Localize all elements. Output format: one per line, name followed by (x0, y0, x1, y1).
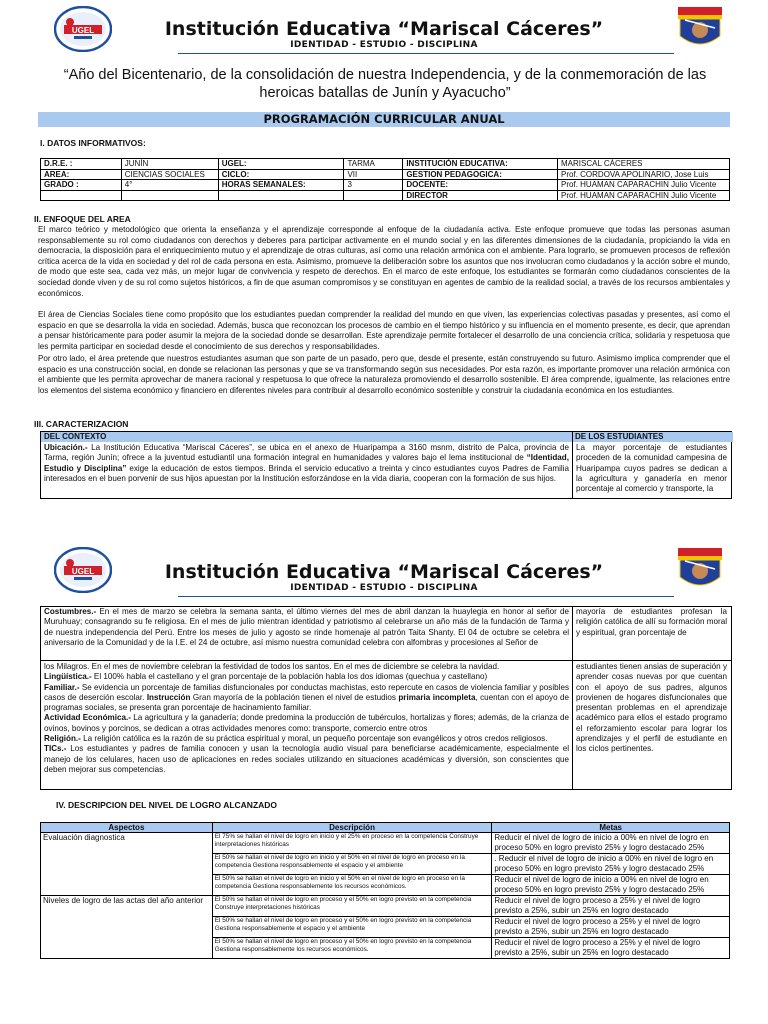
description-cell: El 50% se hallan el nivel de logro en inicio y el 50% en el nivel de logro en proceso en la competencia Gestiona responsablemente el espacio y el ambiente (212, 854, 492, 875)
info-cell: 4° (121, 180, 218, 191)
linguistica-body: El 100% habla el castellano y el gran porcentaje de la población habla los dos idiomas (quechua y castellano) (91, 672, 488, 682)
info-cell: Prof. HUAMAN CAPARACHIN Julio Vicente (558, 190, 730, 201)
column-header: Descripción (212, 823, 492, 833)
ubicacion-body: La Institución Educativa “Mariscal Cáceres”, se ubica en el anexo de Huaripampa a 3160 msnm, distrito de Palca, provincia de Tarma, región Junín; ofrece a la juventud estudiantil una formación integral en humanidades y valores bajo el lema institucional de (44, 443, 569, 463)
info-cell: Prof. HUAMAN CAPARACHIN Julio Vicente (558, 180, 730, 191)
enfoque-paragraph-2: El área de Ciencias Sociales tiene como propósito que los estudiantes puedan comprender la realidad del mundo en que viven, las experiencias colectivas pasadas y presentes, así como el espacio en que se desarrolla la vida en sociedad. Además, busca que reconozcan los procesos de cambio en el tiempo histórico y su influencia en el momento presente, es decir, que aprendan a pensar históricamente para poder asumir la mejora de la sociedad donde se desarrollan. Este aprendizaje permite fortalecer el desarrollo de una conciencia crítica, solidaria y respetuosa que les permita participar en sociedad desde el conocimiento de sus derechos y responsabilidades. (38, 310, 730, 351)
description-cell: El 50% se hallan el nivel de logro en proceso y el 50% en logro previsto en la competencia Gestiona responsablemente el espacio y el ambiente (212, 917, 492, 938)
ugel-logo-2 (54, 547, 112, 598)
religion-text (44, 734, 569, 744)
instruccion-label: Instrucción (146, 692, 191, 702)
column-header: Metas (492, 823, 730, 833)
economica-text (44, 713, 569, 734)
enfoque-paragraph-1: El marco teórico y metodológico que orienta la enseñanza y el aprendizaje corresponde al enfoque de la ciudadanía activa. Este enfoque promueve que todas las personas asuman responsablemente su rol como ciudadanos con derechos y deberes para participar activamente en el mundo social y en las diferentes dimensiones de la ciudadanía, propiciando la vida en democracia, la disposición para el enriquecimiento mutuo y el aprendizaje de otras culturas, así como una relación armónica con el ambiente. Para lograrlo, se promueven procesos de reflexión crítica acerca de la vida en sociedad y del rol de cada persona en esta. Asimismo, promueve la deliberación sobre los asuntos que nos involucran como ciudadanos y la acción sobre el mundo, de modo que este sea, cada vez más, un mejor lugar de convivencia y respeto de derechos. En el marco de este enfoque, los estudiantes se formarán como ciudadanos conscientes de la sociedad donde viven y de su rol como sujetos históricos, a fin de que asuman compromisos y se constituyan en agentes de cambio de la realidad social, a través de los recursos ambientales y económicos. (38, 225, 730, 298)
info-table (40, 158, 730, 201)
info-cell: CICLO: (218, 169, 344, 180)
page-break-rule (41, 660, 731, 661)
info-cell: UGEL: (218, 159, 344, 170)
info-row (41, 180, 730, 191)
institution-motto: IDENTIDAD - ESTUDIO - DISCIPLINA (290, 40, 478, 50)
students-text-1: La mayor porcentaje de estudiantes proceden de la comunidad campesina de Huaripampa cuyos padres se dedican a la agricultura y ganadería en menor porcentaje al comercio y transporte, la (576, 443, 727, 494)
page-title: Institución Educativa “Mariscal Cáceres” (164, 18, 604, 40)
aspect-cell: Evaluación diagnostica (41, 833, 213, 896)
economica-body: La agricultura y la ganadería; donde predomina la producción de tubérculos, hortalizas y flores; además, de la crianza de ovinos, bovinos y porcinos, se dedican a otras actividades menores como: transporte, comercio entre otros (44, 713, 569, 733)
section-4-title: IV. DESCRIPCION DEL NIVEL DE LOGRO ALCANZADO (56, 800, 278, 810)
students-text-2b: estudiantes tienen ansias de superación y aprender cosas nuevas por que cuentan con el apoyo de sus padres, algunos provienen de hogares disfuncionales que presentan problemas en el aprendizaje académico para ellos el estado programo el reforzamiento escolar para lograr los aprendizajes y el perfil de estudiante en los ciclos pertinentes. (576, 662, 727, 754)
column-divider (572, 607, 573, 789)
document-banner: PROGRAMACIÓN CURRICULAR ANUAL (38, 112, 730, 127)
section-1-title: I. DATOS INFORMATIVOS: (40, 138, 146, 148)
header-rule (178, 53, 674, 54)
institution-motto-2: IDENTIDAD - ESTUDIO - DISCIPLINA (290, 583, 478, 593)
info-cell: HORAS SEMANALES: (218, 180, 344, 191)
meta-cell: . Reducir el nivel de logro de inicio a 00% en nivel de logro en proceso 50% en logro previsto 25% y logro destacado 25% (492, 854, 730, 875)
info-cell: VII (344, 169, 403, 180)
info-cell (41, 190, 122, 201)
tics-label: TICs.- (44, 744, 67, 754)
ugel-logo (54, 6, 112, 57)
info-cell: DOCENTE: (403, 180, 558, 191)
familiar-label: Familiar.- (44, 682, 80, 692)
religion-body: La religión católica es la razón de su práctica espiritual y moral, un pequeño porcentaje son evangélicos y otros credos religiosos. (80, 734, 548, 744)
info-cell: GESTION PEDAGOGICA: (403, 169, 558, 180)
description-cell: El 50% se hallan el nivel de logro en proceso y el 50% en logro previsto en la competencia Gestiona responsablemente los recursos económicos. (212, 938, 492, 959)
ubicacion-text (44, 443, 569, 498)
section-3-title: III. CARACTERIZACION (34, 419, 129, 429)
info-cell: JUNÍN (121, 159, 218, 170)
tics-text (44, 744, 569, 775)
description-cell: El 75% se hallan el nivel de logro en inicio y el 25% en proceso en la competencia Construye interpretaciones históricas (212, 833, 492, 854)
meta-cell: Reducir el nivel de logro de inicio a 00% en nivel de logro en proceso 50% en logro previsto 25% y logro destacado 25% (492, 875, 730, 896)
info-cell: AREA: (41, 169, 122, 180)
info-cell: MARISCAL CÁCERES (558, 159, 730, 170)
ubicacion-motto: “Identidad, Estudio y Disciplina” (44, 453, 569, 473)
info-cell: Prof. CORDOVA APOLINARIO, Jose Luis (558, 169, 730, 180)
meta-cell: Reducir el nivel de logro de inicio a 00% en nivel de logro en proceso 50% en logro previsto 25% y logro destacado 25% (492, 833, 730, 854)
school-crest (677, 6, 723, 57)
context-details (44, 662, 569, 788)
description-cell: El 50% se hallan el nivel de logro en inicio y el 50% en el nivel de logro en proceso en la competencia Gestiona responsablemente los recursos económicos. (212, 875, 492, 896)
info-cell: TARMA (344, 159, 403, 170)
info-cell: GRADO : (41, 180, 122, 191)
info-cell: CIENCIAS SOCIALES (121, 169, 218, 180)
logro-header-row (41, 823, 730, 833)
instruccion-body: Gran mayoría de la población tienen el nivel de estudios (190, 692, 399, 702)
info-cell (344, 190, 403, 201)
info-cell (121, 190, 218, 201)
header-rule-2 (178, 596, 674, 597)
info-row (41, 190, 730, 201)
description-cell: El 50% se hallan el nivel de logro en proceso y el 50% en logro previsto en la competencia Construye interpretaciones históricas (212, 896, 492, 917)
contexto-header: DEL CONTEXTO (41, 432, 575, 442)
school-crest-2 (677, 547, 723, 598)
caracterizacion-table-continued (40, 606, 732, 790)
familiar-body: Se evidencia un porcentaje de familias disfuncionales por conductas machistas, esto repercute en casos de violencia familiar y posibles casos de deserción escolar. (44, 682, 569, 702)
enfoque-paragraph-3: Por otro lado, el área pretende que nuestros estudiantes asuman que son parte de un pasado, pero que, desde el presente, están construyendo su futuro. Asimismo implica comprender que el espacio es una construcción social, en donde se relacionan las personas y que se va transformando según sus necesidades. Por esta razón, es importante promover una relación armónica con el ambiente que les permita aprovechar de manera racional y respetuosa lo que ofrece la naturaleza promoviendo el desarrollo sostenible. El área comprende, igualmente, las relaciones entre los elementos del sistema económico y financiero en diferentes niveles para contribuir al desarrollo económico sostenible y construir la ciudadanía económica en los estudiantes. (38, 354, 730, 395)
column-divider (572, 432, 573, 498)
costumbres-label: Costumbres.- (44, 607, 97, 616)
meta-cell: Reducir el nivel de logro proceso a 25% y el nivel de logro previsto a 25%, subir un 25% en logro destacado (492, 917, 730, 938)
costumbres-text (44, 607, 569, 660)
info-cell: INSTITUCIÓN EDUCATIVA: (403, 159, 558, 170)
table-row (41, 896, 730, 917)
tics-body: Los estudiantes y padres de familia conocen y usan la tecnología audio visual para beneficiarse académicamente, especialmente el manejo de los celulares, hacen uso de aplicaciones en redes sociales utilizando en situaciones académicas y diversión, son conscientes que deben mejorar sus competencias. (44, 744, 569, 774)
section-2-title: II. ENFOQUE DEL AREA (34, 214, 131, 224)
costumbres-body: En el mes de marzo se celebra la semana santa, el último viernes del mes de abril danzan la huaylegia en honor al señor de Muruhuay; consagrando su fe religiosa. En el mes de julio mientran identidad y patriotismo al celebrarse un año más de la fundación de Tarma y de nuestra independencia del Perú. Entre los meses de julio y agosto se rinde homenaje al patrón Taita Shanty. El 04 de octubre se celebra el aniversario de la Comunidad y de la I.E. el 24 de octubre, así mismo nuestra comunidad celebra con alfombras y procesiones al Señor de (44, 607, 569, 647)
religion-label: Religión.- (44, 734, 81, 744)
logro-table (40, 822, 730, 959)
svg-text:UGEL: UGEL (71, 567, 95, 576)
ubicacion-label: Ubicación.- (44, 443, 88, 452)
info-cell: DIRECTOR (403, 190, 558, 201)
info-row (41, 159, 730, 170)
aspect-cell: Niveles de logro de las actas del año anterior (41, 896, 213, 959)
meta-cell: Reducir el nivel de logro proceso a 25% y el nivel de logro previsto a 25%, subir un 25% en logro destacado (492, 938, 730, 959)
milagros-text: los Milagros. En el mes de noviembre celebran la festividad de todos los santos. En el mes de diciembre se celebra la navidad. (44, 662, 500, 671)
page-title-2: Institución Educativa “Mariscal Cáceres” (164, 561, 604, 583)
info-cell (218, 190, 344, 201)
familiar-text (44, 683, 569, 714)
economica-label: Actividad Económica.- (44, 713, 131, 723)
info-cell: D.R.E. : (41, 159, 122, 170)
year-quote: “Año del Bicentenario, de la consolidación de nuestra Independencia, y de la conmemoración de las heroicas batallas de Junín y Ayacucho” (63, 67, 707, 101)
info-cell: 3 (344, 180, 403, 191)
meta-cell: Reducir el nivel de logro proceso a 25% y el nivel de logro previsto a 25%, subir un 25% en logro destacado (492, 896, 730, 917)
linguistica-text (44, 672, 569, 682)
svg-text:UGEL: UGEL (71, 26, 95, 35)
caracterizacion-table (40, 431, 732, 499)
info-row (41, 169, 730, 180)
estudiantes-header: DE LOS ESTUDIANTES (573, 432, 733, 442)
table-row (41, 833, 730, 854)
primaria-label: primaria incompleta (398, 692, 476, 702)
ubicacion-tail: exige la educación de estos tiempos. Brinda el servicio educativo a treinta y cinco estudiantes cuyos Padres de Familia interesados en el buen porvenir de sus hijos apuestan por la Institución esforzándose en la vida diaria, cooperan con la formación de sus hijos. (44, 463, 569, 483)
students-text-2a: mayoría de estudiantes profesan la religión católica de allí su formación moral y espiritual, gran porcentaje de (576, 607, 727, 637)
column-header: Aspectos (41, 823, 213, 833)
primaria-body: , cuentan con el apoyo de programas sociales, se presenta gran porcentaje de hacinamiento familiar. (44, 692, 569, 713)
linguistica-label: Lingüística.- (44, 672, 92, 682)
